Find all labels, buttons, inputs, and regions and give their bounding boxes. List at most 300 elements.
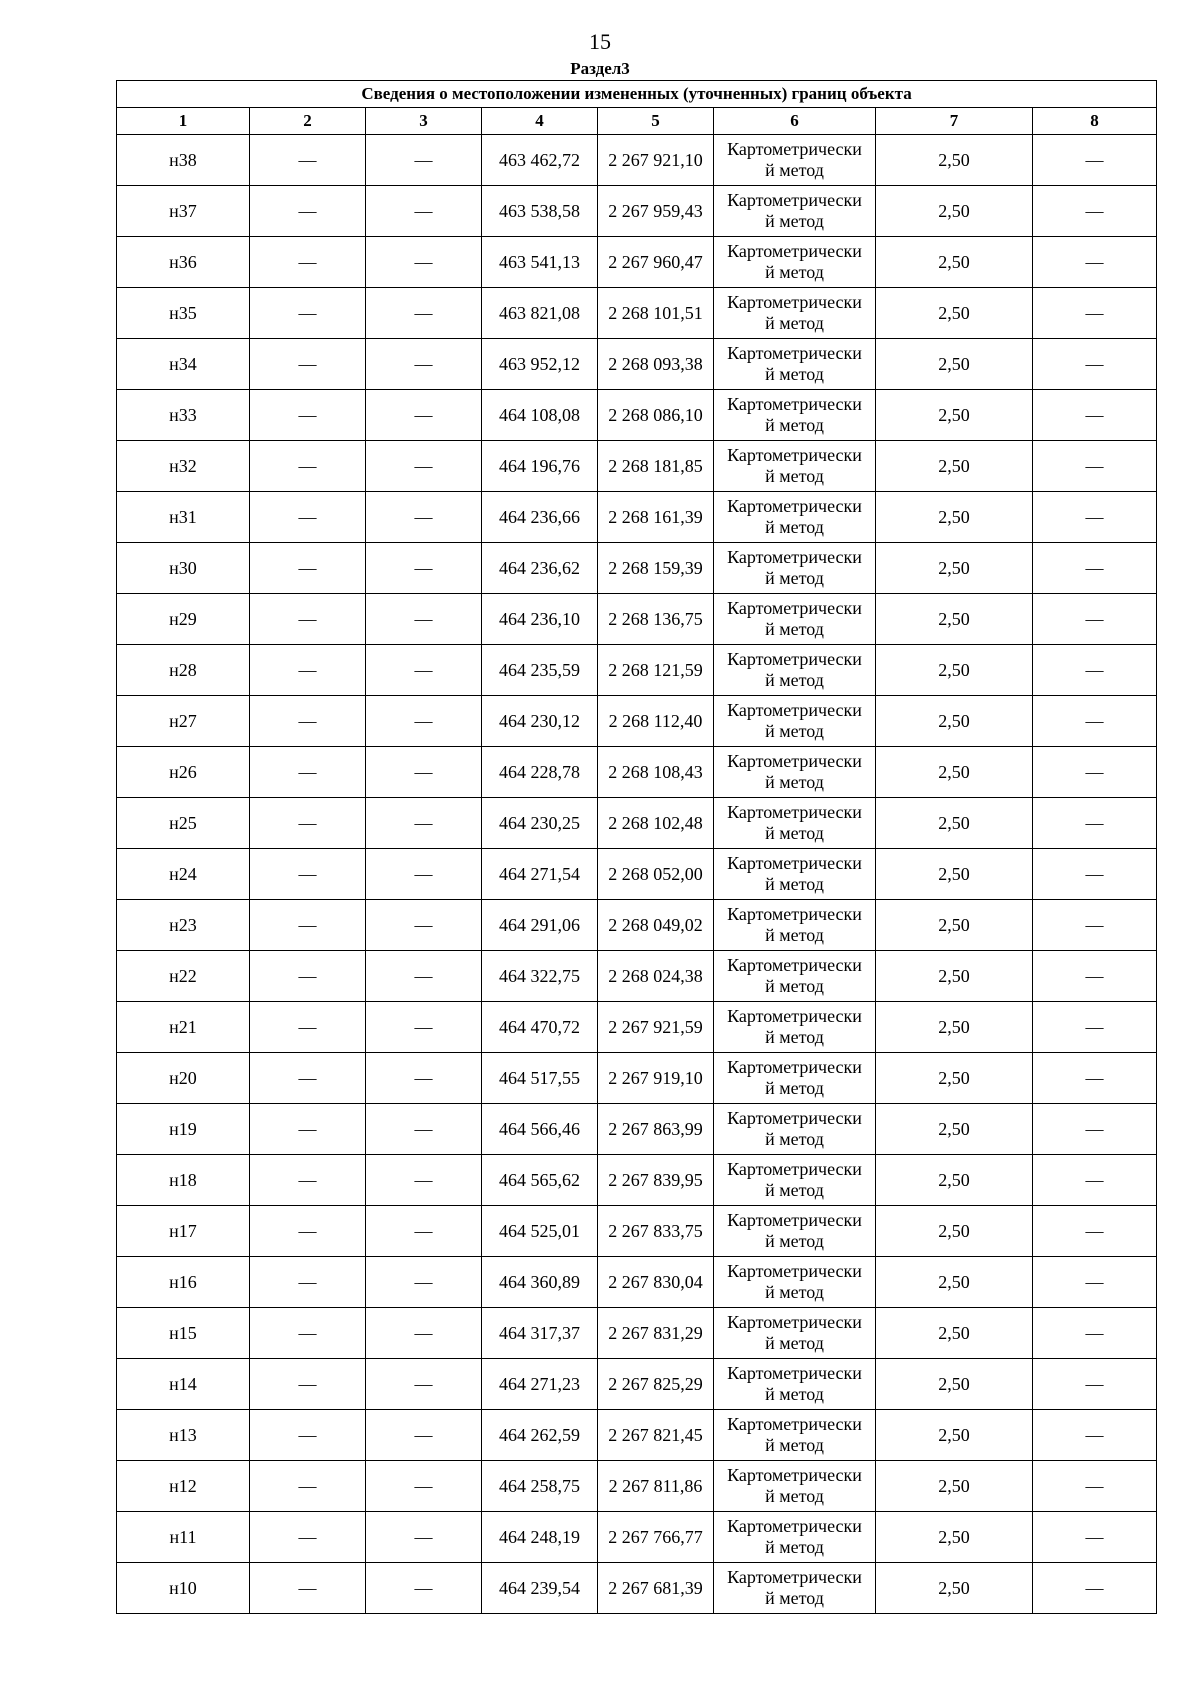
empty-cell: —	[250, 237, 366, 288]
method-text: Картометрически й метод	[727, 241, 862, 282]
empty-cell: —	[250, 849, 366, 900]
method-cell	[714, 696, 876, 747]
point-number-cell: н23	[117, 900, 250, 951]
point-number-cell: н12	[117, 1461, 250, 1512]
accuracy-cell: 2,50	[876, 1155, 1033, 1206]
method-text: Картометрически й метод	[727, 1414, 862, 1455]
x-coordinate-cell: 464 236,66	[482, 492, 598, 543]
empty-cell: —	[1033, 288, 1157, 339]
x-coordinate-cell: 464 236,62	[482, 543, 598, 594]
method-text: Картометрически й метод	[727, 1312, 862, 1353]
table-body	[117, 135, 1157, 1614]
y-coordinate-cell: 2 268 121,59	[598, 645, 714, 696]
empty-cell: —	[366, 1002, 482, 1053]
empty-cell: —	[250, 696, 366, 747]
empty-cell: —	[250, 543, 366, 594]
empty-cell: —	[1033, 696, 1157, 747]
x-coordinate-cell: 463 952,12	[482, 339, 598, 390]
accuracy-cell: 2,50	[876, 594, 1033, 645]
y-coordinate-cell: 2 267 766,77	[598, 1512, 714, 1563]
empty-cell: —	[1033, 951, 1157, 1002]
point-number-cell: н28	[117, 645, 250, 696]
empty-cell: —	[250, 594, 366, 645]
x-coordinate-cell: 464 271,54	[482, 849, 598, 900]
empty-cell: —	[250, 1104, 366, 1155]
empty-cell: —	[250, 135, 366, 186]
method-cell	[714, 951, 876, 1002]
x-coordinate-cell: 463 462,72	[482, 135, 598, 186]
method-cell	[714, 1104, 876, 1155]
empty-cell: —	[250, 1563, 366, 1614]
table-row	[117, 1053, 1157, 1104]
point-number-cell: н25	[117, 798, 250, 849]
y-coordinate-cell: 2 268 159,39	[598, 543, 714, 594]
x-coordinate-cell: 464 235,59	[482, 645, 598, 696]
method-text: Картометрически й метод	[727, 1363, 862, 1404]
accuracy-cell: 2,50	[876, 849, 1033, 900]
y-coordinate-cell: 2 267 919,10	[598, 1053, 714, 1104]
empty-cell: —	[1033, 441, 1157, 492]
accuracy-cell: 2,50	[876, 186, 1033, 237]
method-cell	[714, 288, 876, 339]
point-number-cell: н13	[117, 1410, 250, 1461]
method-cell	[714, 900, 876, 951]
table-row	[117, 390, 1157, 441]
x-coordinate-cell: 464 228,78	[482, 747, 598, 798]
empty-cell: —	[250, 390, 366, 441]
method-text: Картометрически й метод	[727, 598, 862, 639]
point-number-cell: н32	[117, 441, 250, 492]
empty-cell: —	[366, 849, 482, 900]
empty-cell: —	[250, 1002, 366, 1053]
empty-cell: —	[250, 339, 366, 390]
x-coordinate-cell: 464 236,10	[482, 594, 598, 645]
x-coordinate-cell: 464 196,76	[482, 441, 598, 492]
x-coordinate-cell: 464 517,55	[482, 1053, 598, 1104]
table-row	[117, 1206, 1157, 1257]
accuracy-cell: 2,50	[876, 1359, 1033, 1410]
empty-cell: —	[250, 288, 366, 339]
method-text: Картометрически й метод	[727, 292, 862, 333]
y-coordinate-cell: 2 268 049,02	[598, 900, 714, 951]
table-row	[117, 1155, 1157, 1206]
point-number-cell: н29	[117, 594, 250, 645]
accuracy-cell: 2,50	[876, 747, 1033, 798]
method-text: Картометрически й метод	[727, 445, 862, 486]
point-number-cell: н14	[117, 1359, 250, 1410]
empty-cell: —	[1033, 237, 1157, 288]
accuracy-cell: 2,50	[876, 1563, 1033, 1614]
column-header: 2	[250, 108, 366, 135]
empty-cell: —	[1033, 1257, 1157, 1308]
accuracy-cell: 2,50	[876, 900, 1033, 951]
point-number-cell: н26	[117, 747, 250, 798]
empty-cell: —	[1033, 186, 1157, 237]
table-row	[117, 645, 1157, 696]
method-cell	[714, 135, 876, 186]
empty-cell: —	[250, 1308, 366, 1359]
method-cell	[714, 1155, 876, 1206]
table-row	[117, 1512, 1157, 1563]
column-header: 4	[482, 108, 598, 135]
accuracy-cell: 2,50	[876, 135, 1033, 186]
empty-cell: —	[366, 186, 482, 237]
accuracy-cell: 2,50	[876, 288, 1033, 339]
empty-cell: —	[250, 900, 366, 951]
method-cell	[714, 339, 876, 390]
empty-cell: —	[250, 1512, 366, 1563]
method-cell	[714, 747, 876, 798]
method-text: Картометрически й метод	[727, 1057, 862, 1098]
point-number-cell: н33	[117, 390, 250, 441]
method-cell	[714, 237, 876, 288]
empty-cell: —	[1033, 1563, 1157, 1614]
table-row	[117, 1257, 1157, 1308]
empty-cell: —	[366, 1104, 482, 1155]
empty-cell: —	[366, 1563, 482, 1614]
y-coordinate-cell: 2 267 959,43	[598, 186, 714, 237]
y-coordinate-cell: 2 267 825,29	[598, 1359, 714, 1410]
empty-cell: —	[1033, 849, 1157, 900]
point-number-cell: н36	[117, 237, 250, 288]
y-coordinate-cell: 2 267 863,99	[598, 1104, 714, 1155]
table-row	[117, 849, 1157, 900]
empty-cell: —	[366, 237, 482, 288]
empty-cell: —	[1033, 1155, 1157, 1206]
method-text: Картометрически й метод	[727, 139, 862, 180]
method-text: Картометрически й метод	[727, 343, 862, 384]
accuracy-cell: 2,50	[876, 1257, 1033, 1308]
empty-cell: —	[250, 747, 366, 798]
empty-cell: —	[1033, 339, 1157, 390]
y-coordinate-cell: 2 268 108,43	[598, 747, 714, 798]
table-row	[117, 237, 1157, 288]
empty-cell: —	[1033, 1308, 1157, 1359]
table-row	[117, 696, 1157, 747]
point-number-cell: н22	[117, 951, 250, 1002]
accuracy-cell: 2,50	[876, 1002, 1033, 1053]
accuracy-cell: 2,50	[876, 1104, 1033, 1155]
y-coordinate-cell: 2 268 086,10	[598, 390, 714, 441]
method-text: Картометрически й метод	[727, 496, 862, 537]
empty-cell: —	[1033, 135, 1157, 186]
y-coordinate-cell: 2 267 921,10	[598, 135, 714, 186]
empty-cell: —	[366, 1308, 482, 1359]
empty-cell: —	[366, 1206, 482, 1257]
table-row	[117, 339, 1157, 390]
table-row	[117, 747, 1157, 798]
method-cell	[714, 1206, 876, 1257]
empty-cell: —	[250, 951, 366, 1002]
accuracy-cell: 2,50	[876, 390, 1033, 441]
empty-cell: —	[366, 441, 482, 492]
empty-cell: —	[366, 747, 482, 798]
method-text: Картометрически й метод	[727, 190, 862, 231]
empty-cell: —	[1033, 1053, 1157, 1104]
empty-cell: —	[366, 135, 482, 186]
column-header: 5	[598, 108, 714, 135]
table-row	[117, 441, 1157, 492]
empty-cell: —	[366, 1053, 482, 1104]
empty-cell: —	[366, 288, 482, 339]
column-number-row	[117, 108, 1157, 135]
table-row	[117, 951, 1157, 1002]
x-coordinate-cell: 464 470,72	[482, 1002, 598, 1053]
accuracy-cell: 2,50	[876, 1410, 1033, 1461]
empty-cell: —	[366, 645, 482, 696]
empty-cell: —	[1033, 900, 1157, 951]
y-coordinate-cell: 2 267 839,95	[598, 1155, 714, 1206]
page-number: 15	[589, 29, 611, 54]
table-row	[117, 135, 1157, 186]
x-coordinate-cell: 464 248,19	[482, 1512, 598, 1563]
empty-cell: —	[366, 696, 482, 747]
method-text: Картометрически й метод	[727, 1516, 862, 1557]
accuracy-cell: 2,50	[876, 1053, 1033, 1104]
empty-cell: —	[366, 339, 482, 390]
accuracy-cell: 2,50	[876, 441, 1033, 492]
method-text: Картометрически й метод	[727, 700, 862, 741]
point-number-cell: н15	[117, 1308, 250, 1359]
empty-cell: —	[1033, 798, 1157, 849]
x-coordinate-cell: 464 566,46	[482, 1104, 598, 1155]
empty-cell: —	[250, 645, 366, 696]
x-coordinate-cell: 464 271,23	[482, 1359, 598, 1410]
point-number-cell: н31	[117, 492, 250, 543]
point-number-cell: н11	[117, 1512, 250, 1563]
x-coordinate-cell: 464 230,12	[482, 696, 598, 747]
method-cell	[714, 1512, 876, 1563]
point-number-cell: н27	[117, 696, 250, 747]
method-cell	[714, 390, 876, 441]
point-number-cell: н24	[117, 849, 250, 900]
method-text: Картометрически й метод	[727, 1261, 862, 1302]
table-row	[117, 288, 1157, 339]
method-text: Картометрически й метод	[727, 1006, 862, 1047]
empty-cell: —	[366, 1512, 482, 1563]
x-coordinate-cell: 463 821,08	[482, 288, 598, 339]
accuracy-cell: 2,50	[876, 1512, 1033, 1563]
empty-cell: —	[250, 798, 366, 849]
table-caption: Сведения о местоположении измененных (уточненных) границ объекта	[117, 81, 1157, 108]
method-text: Картометрически й метод	[727, 1159, 862, 1200]
empty-cell: —	[250, 1053, 366, 1104]
method-cell	[714, 1002, 876, 1053]
y-coordinate-cell: 2 268 102,48	[598, 798, 714, 849]
empty-cell: —	[366, 1257, 482, 1308]
x-coordinate-cell: 464 230,25	[482, 798, 598, 849]
point-number-cell: н37	[117, 186, 250, 237]
x-coordinate-cell: 464 360,89	[482, 1257, 598, 1308]
method-text: Картометрически й метод	[727, 853, 862, 894]
method-cell	[714, 543, 876, 594]
empty-cell: —	[366, 900, 482, 951]
empty-cell: —	[366, 390, 482, 441]
y-coordinate-cell: 2 268 136,75	[598, 594, 714, 645]
method-text: Картометрически й метод	[727, 1567, 862, 1608]
table-row	[117, 594, 1157, 645]
method-text: Картометрически й метод	[727, 649, 862, 690]
point-number-cell: н21	[117, 1002, 250, 1053]
empty-cell: —	[1033, 1512, 1157, 1563]
column-header: 1	[117, 108, 250, 135]
empty-cell: —	[250, 1461, 366, 1512]
method-text: Картометрически й метод	[727, 394, 862, 435]
accuracy-cell: 2,50	[876, 492, 1033, 543]
point-number-cell: н19	[117, 1104, 250, 1155]
x-coordinate-cell: 464 317,37	[482, 1308, 598, 1359]
x-coordinate-cell: 464 291,06	[482, 900, 598, 951]
table-row	[117, 1461, 1157, 1512]
x-coordinate-cell: 463 541,13	[482, 237, 598, 288]
empty-cell: —	[1033, 543, 1157, 594]
empty-cell: —	[366, 1461, 482, 1512]
empty-cell: —	[1033, 1002, 1157, 1053]
table-row	[117, 1002, 1157, 1053]
method-cell	[714, 645, 876, 696]
point-number-cell: н38	[117, 135, 250, 186]
y-coordinate-cell: 2 267 681,39	[598, 1563, 714, 1614]
coordinates-table	[116, 80, 1157, 1614]
empty-cell: —	[1033, 1206, 1157, 1257]
x-coordinate-cell: 463 538,58	[482, 186, 598, 237]
accuracy-cell: 2,50	[876, 1308, 1033, 1359]
y-coordinate-cell: 2 267 833,75	[598, 1206, 714, 1257]
method-cell	[714, 1308, 876, 1359]
method-text: Картометрически й метод	[727, 1465, 862, 1506]
empty-cell: —	[366, 1359, 482, 1410]
point-number-cell: н17	[117, 1206, 250, 1257]
empty-cell: —	[250, 441, 366, 492]
x-coordinate-cell: 464 258,75	[482, 1461, 598, 1512]
table-row	[117, 900, 1157, 951]
y-coordinate-cell: 2 268 101,51	[598, 288, 714, 339]
method-cell	[714, 1257, 876, 1308]
method-text: Картометрически й метод	[727, 802, 862, 843]
accuracy-cell: 2,50	[876, 1461, 1033, 1512]
empty-cell: —	[366, 492, 482, 543]
empty-cell: —	[366, 543, 482, 594]
accuracy-cell: 2,50	[876, 339, 1033, 390]
method-text: Картометрически й метод	[727, 547, 862, 588]
y-coordinate-cell: 2 268 161,39	[598, 492, 714, 543]
method-text: Картометрически й метод	[727, 904, 862, 945]
column-header: 6	[714, 108, 876, 135]
x-coordinate-cell: 464 239,54	[482, 1563, 598, 1614]
y-coordinate-cell: 2 267 830,04	[598, 1257, 714, 1308]
method-cell	[714, 186, 876, 237]
empty-cell: —	[1033, 1461, 1157, 1512]
y-coordinate-cell: 2 268 093,38	[598, 339, 714, 390]
empty-cell: —	[250, 1155, 366, 1206]
empty-cell: —	[1033, 747, 1157, 798]
accuracy-cell: 2,50	[876, 543, 1033, 594]
column-header: 7	[876, 108, 1033, 135]
empty-cell: —	[366, 594, 482, 645]
empty-cell: —	[1033, 1359, 1157, 1410]
point-number-cell: н10	[117, 1563, 250, 1614]
table-row	[117, 1563, 1157, 1614]
empty-cell: —	[250, 186, 366, 237]
empty-cell: —	[250, 1359, 366, 1410]
y-coordinate-cell: 2 267 811,86	[598, 1461, 714, 1512]
table-row	[117, 1104, 1157, 1155]
point-number-cell: н34	[117, 339, 250, 390]
method-cell	[714, 849, 876, 900]
method-text: Картометрически й метод	[727, 1108, 862, 1149]
y-coordinate-cell: 2 268 181,85	[598, 441, 714, 492]
method-text: Картометрически й метод	[727, 1210, 862, 1251]
method-cell	[714, 1053, 876, 1104]
table-row	[117, 1410, 1157, 1461]
point-number-cell: н16	[117, 1257, 250, 1308]
empty-cell: —	[250, 1206, 366, 1257]
accuracy-cell: 2,50	[876, 696, 1033, 747]
empty-cell: —	[1033, 492, 1157, 543]
x-coordinate-cell: 464 262,59	[482, 1410, 598, 1461]
method-cell	[714, 1359, 876, 1410]
point-number-cell: н20	[117, 1053, 250, 1104]
accuracy-cell: 2,50	[876, 237, 1033, 288]
x-coordinate-cell: 464 565,62	[482, 1155, 598, 1206]
method-cell	[714, 798, 876, 849]
empty-cell: —	[366, 951, 482, 1002]
point-number-cell: н35	[117, 288, 250, 339]
table-row	[117, 798, 1157, 849]
y-coordinate-cell: 2 268 024,38	[598, 951, 714, 1002]
column-header: 3	[366, 108, 482, 135]
y-coordinate-cell: 2 267 821,45	[598, 1410, 714, 1461]
method-cell	[714, 1461, 876, 1512]
method-cell	[714, 492, 876, 543]
table-row	[117, 1308, 1157, 1359]
empty-cell: —	[250, 1410, 366, 1461]
y-coordinate-cell: 2 267 831,29	[598, 1308, 714, 1359]
x-coordinate-cell: 464 322,75	[482, 951, 598, 1002]
y-coordinate-cell: 2 268 112,40	[598, 696, 714, 747]
accuracy-cell: 2,50	[876, 645, 1033, 696]
empty-cell: —	[1033, 645, 1157, 696]
table-row	[117, 492, 1157, 543]
y-coordinate-cell: 2 268 052,00	[598, 849, 714, 900]
method-cell	[714, 1563, 876, 1614]
method-cell	[714, 1410, 876, 1461]
point-number-cell: н30	[117, 543, 250, 594]
y-coordinate-cell: 2 267 921,59	[598, 1002, 714, 1053]
table-row	[117, 186, 1157, 237]
method-cell	[714, 594, 876, 645]
method-text: Картометрически й метод	[727, 751, 862, 792]
accuracy-cell: 2,50	[876, 951, 1033, 1002]
column-header: 8	[1033, 108, 1157, 135]
empty-cell: —	[1033, 390, 1157, 441]
point-number-cell: н18	[117, 1155, 250, 1206]
empty-cell: —	[250, 492, 366, 543]
method-text: Картометрически й метод	[727, 955, 862, 996]
empty-cell: —	[1033, 1104, 1157, 1155]
table-row	[117, 1359, 1157, 1410]
empty-cell: —	[366, 1410, 482, 1461]
table-row	[117, 543, 1157, 594]
empty-cell: —	[1033, 1410, 1157, 1461]
empty-cell: —	[366, 1155, 482, 1206]
empty-cell: —	[366, 798, 482, 849]
empty-cell: —	[1033, 594, 1157, 645]
method-cell	[714, 441, 876, 492]
x-coordinate-cell: 464 108,08	[482, 390, 598, 441]
section-title: Раздел3	[570, 59, 630, 78]
empty-cell: —	[250, 1257, 366, 1308]
